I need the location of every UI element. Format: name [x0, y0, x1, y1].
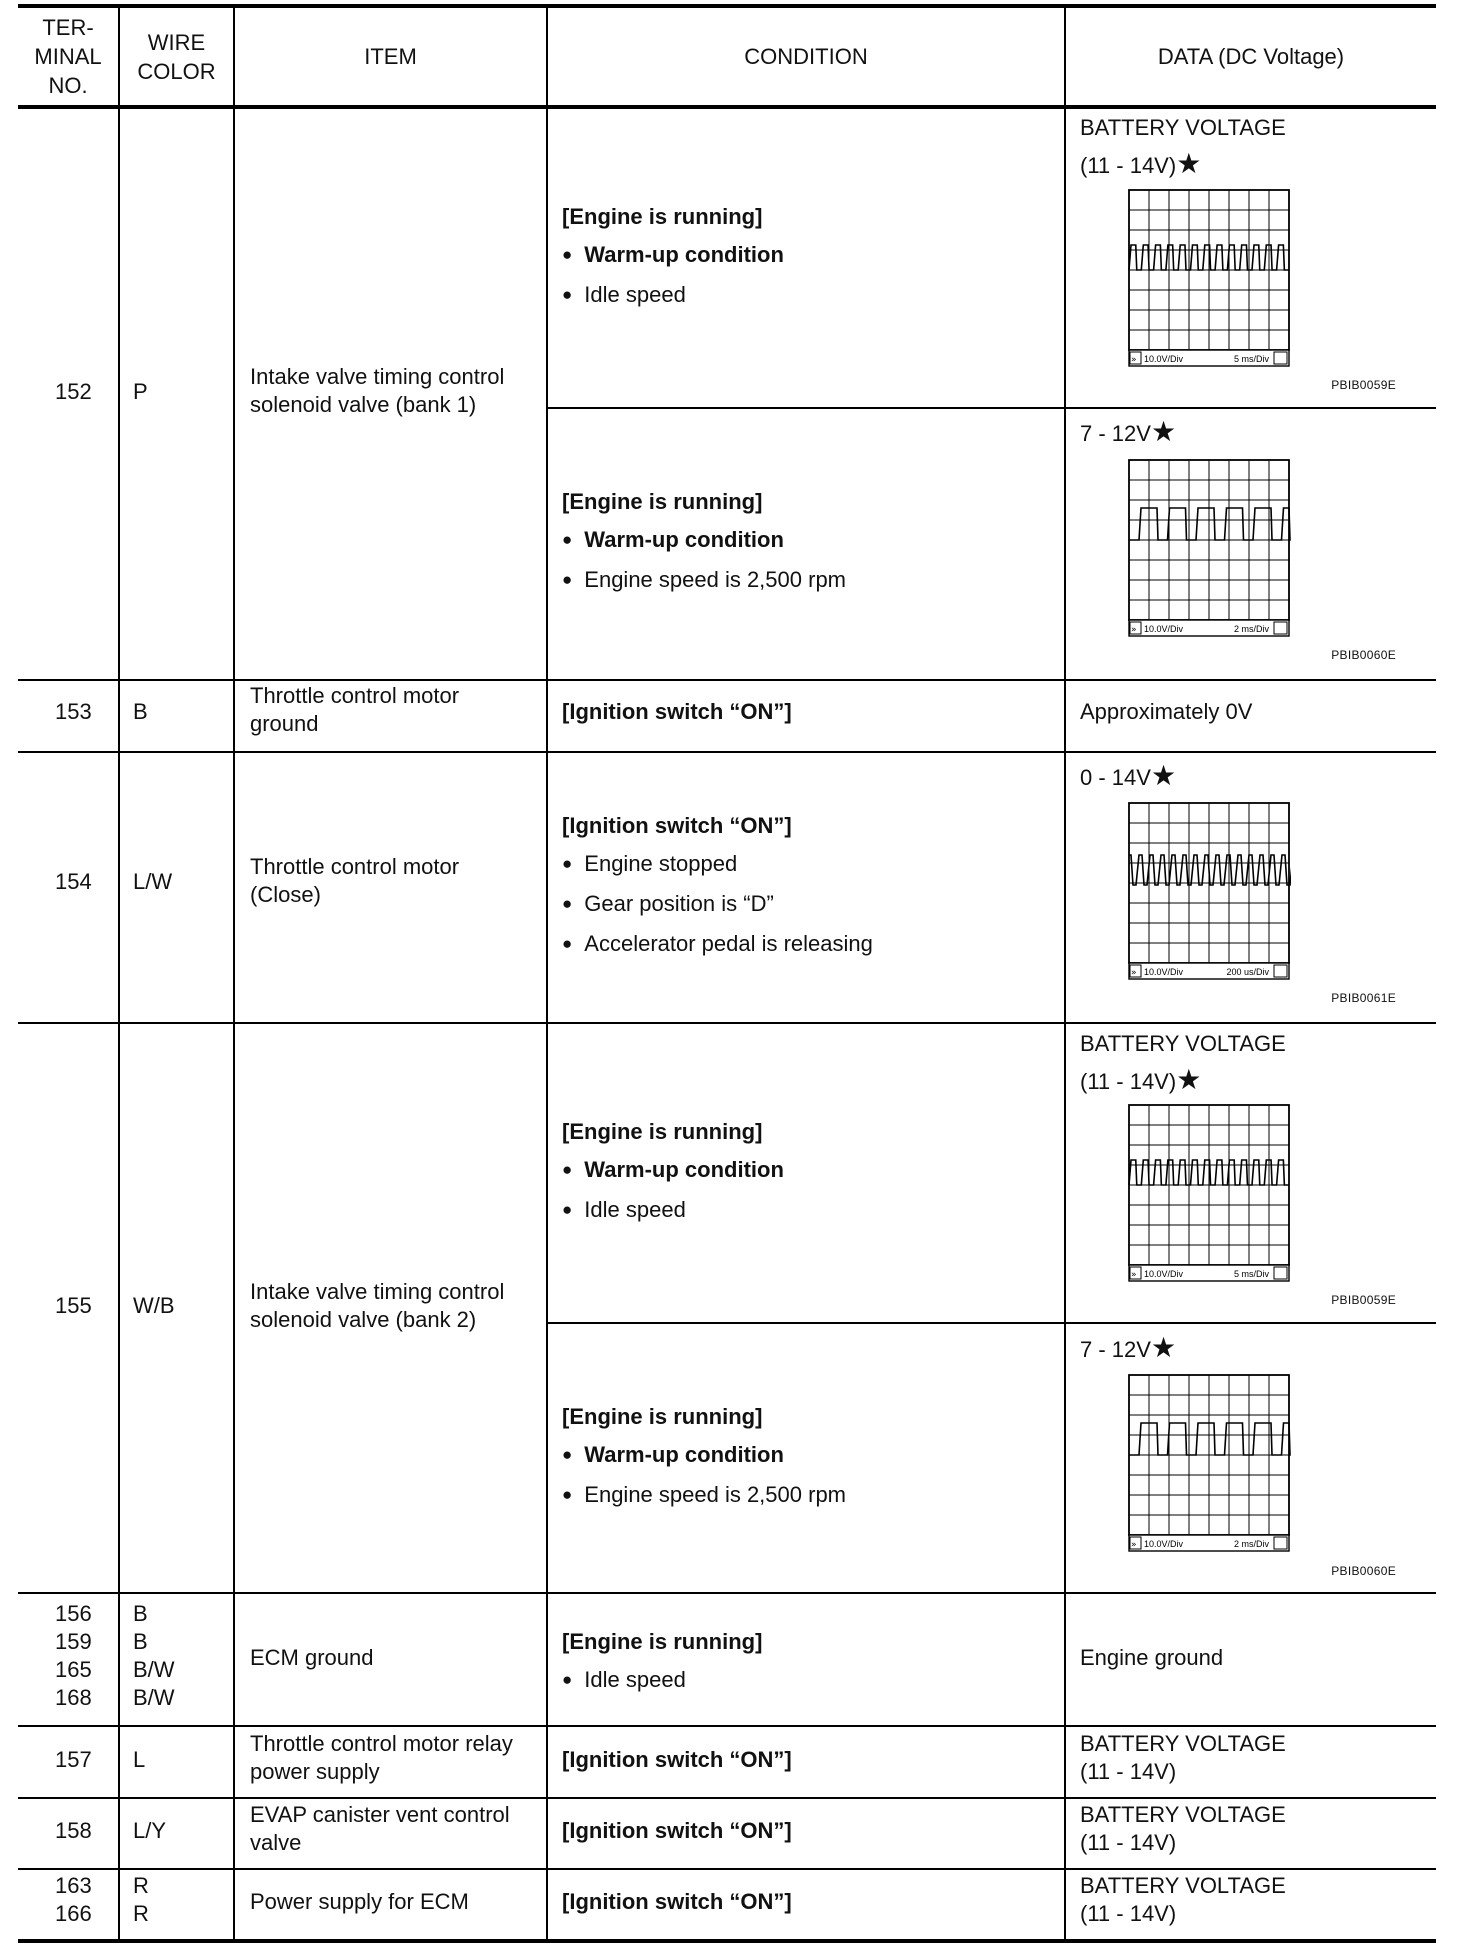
header-item: ITEM: [364, 44, 417, 69]
svg-text:5 ms/Div: 5 ms/Div: [1233, 354, 1269, 364]
figure-code: PBIB0059E: [1331, 1293, 1396, 1307]
svg-text:10.0V/Div: 10.0V/Div: [1144, 624, 1184, 634]
svg-text:»: »: [1131, 625, 1137, 635]
svg-text:2 ms/Div: 2 ms/Div: [1233, 624, 1269, 634]
figure-code: PBIB0059E: [1331, 378, 1396, 392]
wire-154: L/W: [133, 869, 173, 894]
item-163: Power supply for ECM: [250, 1889, 469, 1914]
item-156: ECM ground: [250, 1645, 374, 1670]
wire-155: W/B: [133, 1293, 175, 1318]
condition-155-2500rpm: [Engine is running] ● Warm-up condition ● Engine speed is 2,500 rpm: [562, 1403, 1052, 1521]
condition-152-2500rpm: [Engine is running] ● Warm-up condition ● Engine speed is 2,500 rpm: [562, 488, 1052, 606]
star-icon: ★: [1176, 1064, 1202, 1095]
item-153: Throttle control motor ground: [250, 683, 460, 736]
item-152: Intake valve timing control solenoid valve (bank 1): [250, 364, 505, 417]
data-156: Engine ground: [1080, 1645, 1224, 1670]
svg-text:10.0V/Div: 10.0V/Div: [1144, 967, 1184, 977]
data-152-2500rpm: 7 - 12V★: [1080, 416, 1177, 447]
data-163: BATTERY VOLTAGE (11 - 14V): [1080, 1873, 1286, 1926]
wires-156-159-165-168: B B B/W B/W: [133, 1601, 175, 1710]
terminal-154: 154: [55, 869, 92, 894]
condition-155-idle: [Engine is running] ● Warm-up condition ● Idle speed: [562, 1118, 1052, 1236]
svg-text:10.0V/Div: 10.0V/Div: [1144, 1269, 1184, 1279]
header-terminal-no: TER- MINAL NO.: [34, 15, 102, 98]
wires-163-166: R R: [133, 1873, 149, 1926]
figure-code: PBIB0060E: [1331, 648, 1396, 662]
oscilloscope-waveform: [1127, 458, 1291, 638]
wire-157: L: [133, 1747, 146, 1772]
data-155-idle: BATTERY VOLTAGE (11 - 14V)★: [1080, 1031, 1286, 1095]
terminals-163-166: 163 166: [55, 1873, 92, 1926]
oscilloscope-waveform: [1127, 188, 1291, 368]
item-155: Intake valve timing control solenoid valve (bank 2): [250, 1279, 505, 1332]
condition-152-idle: [Engine is running] ● Warm-up condition ● Idle speed: [562, 203, 1052, 321]
star-icon: ★: [1176, 148, 1202, 179]
svg-text:10.0V/Div: 10.0V/Div: [1144, 354, 1184, 364]
data-157: BATTERY VOLTAGE (11 - 14V): [1080, 1731, 1286, 1784]
svg-text:5 ms/Div: 5 ms/Div: [1233, 1269, 1269, 1279]
header-wire-color: WIRE COLOR: [137, 29, 216, 84]
wire-158: L/Y: [133, 1818, 167, 1843]
data-152-idle: BATTERY VOLTAGE (11 - 14V)★: [1080, 115, 1286, 179]
condition-154: [Ignition switch “ON”] ● Engine stopped ● Gear position is “D” ● Accelerator pedal is releasing: [562, 812, 1052, 970]
condition-157: [Ignition switch “ON”]: [562, 1747, 792, 1772]
data-158: BATTERY VOLTAGE (11 - 14V): [1080, 1802, 1286, 1855]
svg-text:2 ms/Div: 2 ms/Div: [1233, 1539, 1269, 1549]
item-158: EVAP canister vent control valve: [250, 1802, 510, 1855]
terminal-152: 152: [55, 379, 92, 404]
terminal-157: 157: [55, 1747, 92, 1772]
svg-text:»: »: [1131, 1540, 1137, 1550]
wire-152: P: [133, 379, 148, 404]
data-153: Approximately 0V: [1080, 699, 1253, 724]
star-icon: ★: [1150, 416, 1177, 447]
data-155-2500rpm: 7 - 12V★: [1080, 1332, 1177, 1363]
oscilloscope-waveform: [1127, 801, 1291, 981]
svg-text:10.0V/Div: 10.0V/Div: [1144, 1539, 1184, 1549]
header-condition: CONDITION: [744, 44, 868, 69]
item-154: Throttle control motor (Close): [250, 854, 460, 907]
figure-code: PBIB0061E: [1331, 991, 1396, 1005]
wire-153: B: [133, 699, 148, 724]
star-icon: ★: [1150, 760, 1177, 791]
oscilloscope-waveform: [1127, 1373, 1291, 1553]
header-data: DATA (DC Voltage): [1157, 44, 1345, 69]
terminal-155: 155: [55, 1293, 92, 1318]
svg-text:200 us/Div: 200 us/Div: [1226, 967, 1269, 977]
svg-text:»: »: [1131, 1270, 1137, 1280]
condition-156: [Engine is running] ● Idle speed: [562, 1628, 1052, 1706]
condition-158: [Ignition switch “ON”]: [562, 1818, 792, 1843]
condition-163: [Ignition switch “ON”]: [562, 1889, 792, 1914]
svg-text:»: »: [1131, 968, 1137, 978]
terminal-158: 158: [55, 1818, 92, 1843]
svg-text:»: »: [1131, 355, 1137, 365]
figure-code: PBIB0060E: [1331, 1564, 1396, 1578]
condition-153: [Ignition switch “ON”]: [562, 699, 792, 724]
item-157: Throttle control motor relay power supply: [250, 1731, 513, 1784]
terminals-156-159-165-168: 156 159 165 168: [55, 1601, 92, 1710]
data-154: 0 - 14V★: [1080, 760, 1177, 791]
terminal-153: 153: [55, 699, 92, 724]
oscilloscope-waveform: [1127, 1103, 1291, 1283]
star-icon: ★: [1150, 1332, 1177, 1363]
